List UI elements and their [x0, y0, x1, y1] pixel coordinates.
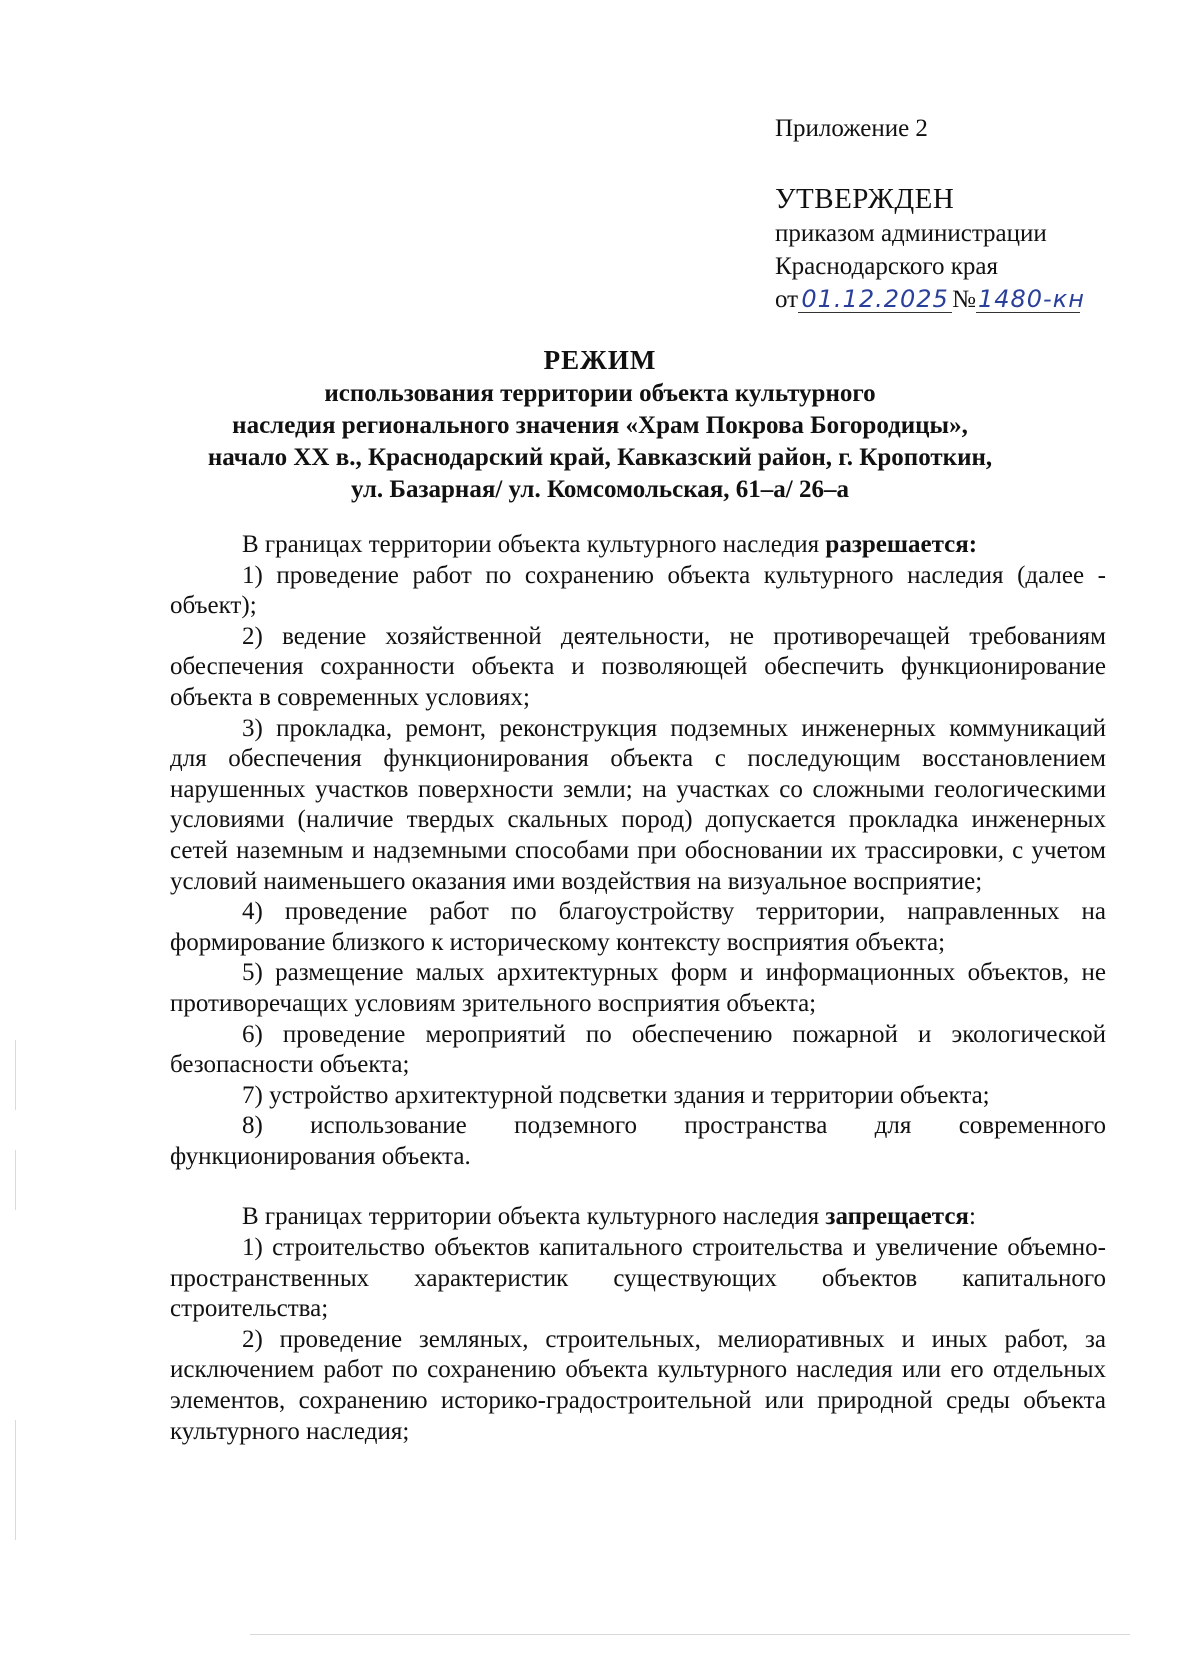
prohibited-intro-suffix: :: [968, 1203, 976, 1231]
prohibited-item-1: 1) строительство объектов капитального строительства и увеличение объемно-пространственных характеристик существующих объектов капитального строительства;: [170, 1234, 1106, 1323]
allowed-item-1: 1) проведение работ по сохранению объекта культурного наследия (далее - объект);: [170, 561, 1106, 620]
allowed-item-6: 6) проведение мероприятий по обеспечению пожарной и экологической безопасности объекта;: [170, 1020, 1106, 1079]
title-heading: РЕЖИМ: [543, 345, 657, 375]
allowed-item-7: 7) устройство архитектурной подсветки здания и территории объекта;: [242, 1081, 990, 1109]
scan-artifact-line: [250, 1634, 1130, 1635]
handwritten-date: 01.12.2025: [798, 286, 952, 313]
scan-artifact-mark: [15, 1420, 16, 1540]
prohibited-item-2: 2) проведение земляных, строительных, мелиоративных и иных работ, за исключением работ по сохранению объекта культурного наследия или его отдельных элементов, сохранению историко-градостроительной или природной среды объекта культурного наследия;: [170, 1325, 1106, 1445]
prohibited-intro: [170, 1202, 1106, 1233]
approval-date-line: [775, 283, 1175, 316]
title-line-3: начало XX в., Краснодарский край, Кавказский район, г. Кропоткин,: [207, 444, 993, 471]
allowed-intro-bold: разрешается:: [825, 531, 978, 558]
number-prefix: №: [952, 286, 976, 313]
prohibited-intro-text: В границах территории объекта культурного наследия: [242, 1203, 826, 1231]
document-body: [170, 530, 1106, 1447]
allowed-item-8: 8) использование подземного пространства для современного функционирования объекта.: [170, 1112, 1106, 1170]
scan-artifact-mark: [15, 1150, 16, 1210]
allowed-item-2: 2) ведение хозяйственной деятельности, не противоречащей требованиям обеспечения сохранности объекта и позволяющей обеспечить функционирование объекта в современных условиях;: [170, 622, 1106, 711]
document-title: [120, 344, 1080, 506]
appendix-label: Приложение 2: [775, 115, 928, 142]
scan-artifact-mark: [15, 1040, 16, 1110]
title-line-4: ул. Базарная/ ул. Комсомольская, 61–а/ 26–а: [351, 476, 849, 503]
allowed-item-5: 5) размещение малых архитектурных форм и информационных объектов, не противоречащих условиям зрительного восприятия объекта;: [170, 959, 1106, 1017]
approval-line-2: Краснодарского края: [775, 253, 998, 280]
allowed-intro-text: В границах территории объекта культурного наследия: [242, 531, 826, 558]
allowed-intro: [170, 530, 1106, 561]
prohibited-intro-bold: запрещается: [825, 1203, 969, 1231]
allowed-item-3: 3) прокладка, ремонт, реконструкция подземных инженерных коммуникаций для обеспечения функционирования объекта с последующим восстановлением нарушенных участков поверхности земли; на участках со сложными геологическими условиями (наличие твердых скальных пород) допускается прокладка инженерных сетей наземным и надземными способами при обосновании их трассировки, с учетом условий наименьшего оказания ими воздействия на визуальное восприятие;: [170, 714, 1106, 895]
title-line-2: наследия регионального значения «Храм Покрова Богородицы»,: [232, 412, 968, 439]
title-line-1: использования территории объекта культурного: [324, 380, 876, 407]
handwritten-number: 1480-кн: [977, 285, 1085, 313]
allowed-item-4: 4) проведение работ по благоустройству территории, направленных на формирование близкого к историческому контексту восприятия объекта;: [170, 898, 1106, 956]
date-prefix: от: [775, 286, 799, 313]
approval-block: [775, 112, 1175, 316]
approval-line-1: приказом администрации: [775, 220, 1047, 247]
approved-label: УТВЕРЖДЕН: [775, 183, 955, 215]
